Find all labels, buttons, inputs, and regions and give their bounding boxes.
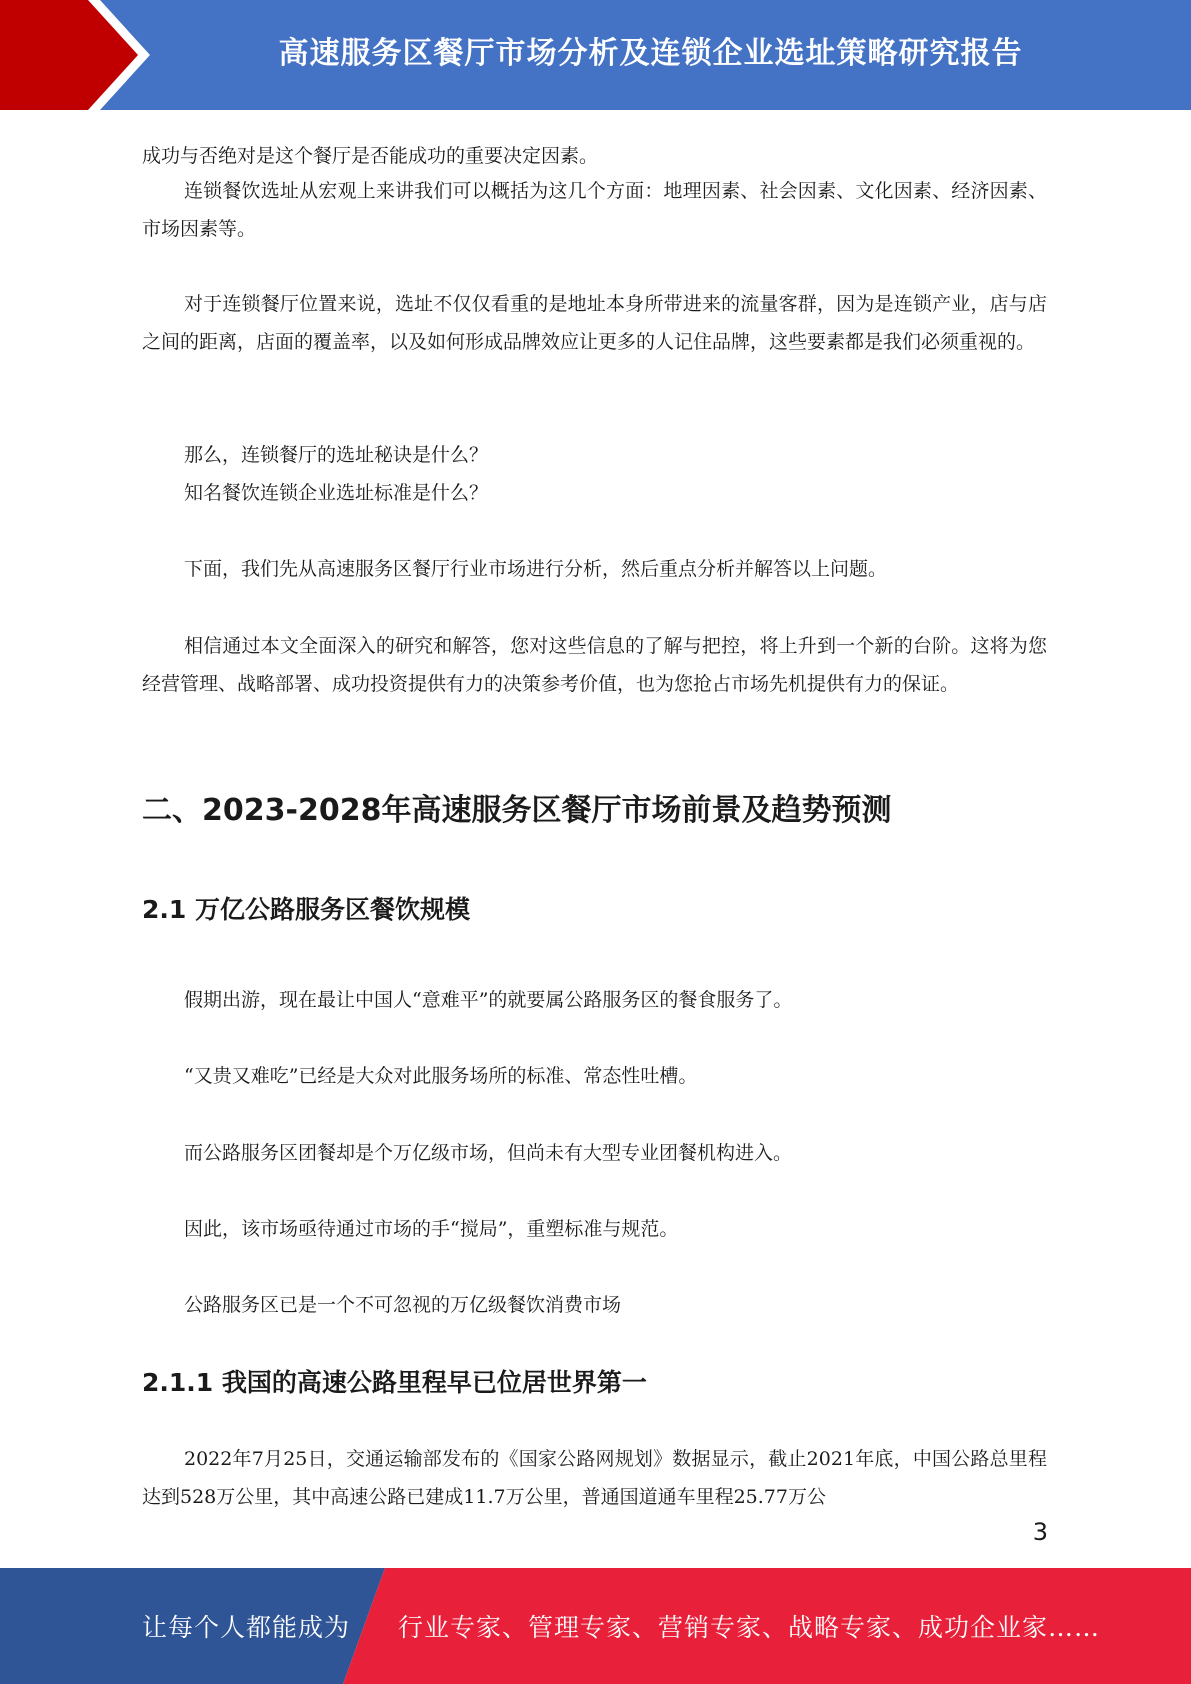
- paragraph: 下面，我们先从高速服务区餐厅行业市场进行分析，然后重点分析并解答以上问题。: [184, 558, 888, 580]
- footer-banner: [0, 1568, 1191, 1684]
- report-title: 高速服务区餐厅市场分析及连锁企业选址策略研究报告: [278, 36, 1023, 71]
- paragraph: 公路服务区已是一个不可忽视的万亿级餐饮消费市场: [184, 1294, 622, 1316]
- header-red-arrow: [0, 0, 150, 110]
- paragraph: 那么，连锁餐厅的选址秘诀是什么？: [184, 444, 489, 466]
- paragraph: 连锁餐饮选址从宏观上来讲我们可以概括为这几个方面：地理因素、社会因素、文化因素、经济因素、市场因素等。: [142, 180, 1047, 240]
- page-number: 3: [1032, 1518, 1048, 1546]
- subsubsection-heading: 2.1.1 我国的高速公路里程早已位居世界第一: [142, 1368, 647, 1397]
- paragraph: 成功与否绝对是这个餐厅是否能成功的重要决定因素。: [142, 145, 599, 167]
- subsection-heading: 2.1 万亿公路服务区餐饮规模: [142, 895, 470, 924]
- paragraph: 相信通过本文全面深入的研究和解答，您对这些信息的了解与把控，将上升到一个新的台阶。这将为您经营管理、战略部署、成功投资提供有力的决策参考价值，也为您抢占市场先机提供有力的保证。: [142, 635, 1047, 695]
- header-banner: [0, 0, 1191, 110]
- footer-slogan-right: 行业专家、管理专家、营销专家、战略专家、成功企业家……: [398, 1613, 1101, 1642]
- section-heading: 二、2023-2028年高速服务区餐厅市场前景及趋势预测: [142, 793, 892, 828]
- paragraph: 而公路服务区团餐却是个万亿级市场，但尚未有大型专业团餐机构进入。: [184, 1142, 793, 1164]
- paragraph: 因此，该市场亟待通过市场的手“搅局”，重塑标准与规范。: [184, 1218, 679, 1240]
- paragraph: 假期出游，现在最让中国人“意难平”的就要属公路服务区的餐食服务了。: [184, 989, 793, 1011]
- paragraph: 对于连锁餐厅位置来说，选址不仅仅看重的是地址本身所带进来的流量客群，因为是连锁产业，店与店之间的距离，店面的覆盖率，以及如何形成品牌效应让更多的人记住品牌，这些要素都是我们必须重视的。: [142, 293, 1047, 353]
- footer-slogan-left: 让每个人都能成为: [142, 1613, 351, 1642]
- paragraph: 知名餐饮连锁企业选址标准是什么？: [184, 482, 489, 504]
- paragraph: “又贵又难吃”已经是大众对此服务场所的标准、常态性吐槽。: [184, 1065, 698, 1087]
- paragraph: 2022年7月25日，交通运输部发布的《国家公路网规划》数据显示，截止2021年底，中国公路总里程达到528万公里，其中高速公路已建成11.7万公里，普通国道通车里程25.77万公: [142, 1448, 1047, 1508]
